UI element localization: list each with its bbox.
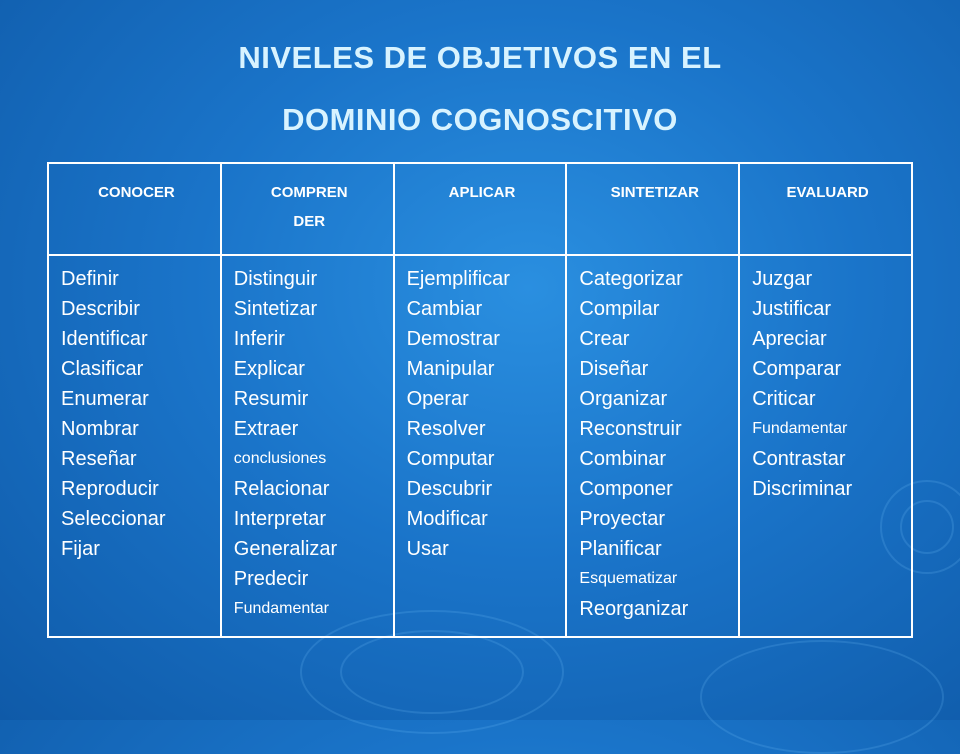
verb-item: Reorganizar [579,598,689,620]
verb-item: Fundamentar [752,420,848,437]
verb-item: Criticar [752,388,816,410]
verb-item: Operar [406,388,469,410]
verb-item: Fijar [61,538,100,560]
verb-item: Cambiar [406,298,483,320]
header-comprender-part: DER [293,213,326,230]
page-title-line-2: DOMINIO COGNOSCITIVO [282,102,678,137]
verb-item: Explicar [233,358,305,380]
ripple-decoration [340,630,524,714]
verb-item: Organizar [579,388,668,410]
column-sintetizar [566,255,739,637]
column-evaluard [739,255,912,637]
verb-item: Reseñar [61,448,137,470]
verb-item: Diseñar [579,358,649,380]
verb-item: Contrastar [752,448,846,470]
verb-item: Extraer [233,418,299,440]
header-comprender [221,163,394,255]
verb-item: Combinar [579,448,667,470]
verb-item: Proyectar [579,508,665,530]
verb-item: Apreciar [752,328,827,350]
verb-item: Enumerar [61,388,149,410]
page-title-line-1: NIVELES DE OBJETIVOS EN EL [238,40,722,75]
verb-item: Esquematizar [579,570,678,587]
verb-item: Resumir [233,388,309,410]
verb-item: Compilar [579,298,660,320]
verb-item: Juzgar [752,268,813,290]
verb-item: Componer [579,478,673,500]
header-aplicar: APLICAR [394,163,567,255]
verb-item: Computar [406,448,495,470]
verb-item: Seleccionar [61,508,166,530]
verb-item: Generalizar [233,538,338,560]
verb-item: Describir [61,298,140,320]
verb-item: Planificar [579,538,662,560]
verb-item: Nombrar [61,418,139,440]
header-row [48,163,912,255]
verbs-row [48,255,912,637]
column-comprender [221,255,394,637]
ripple-decoration [700,640,944,754]
verb-item: Interpretar [233,508,327,530]
verb-item: Categorizar [579,268,683,290]
verb-item: Relacionar [233,478,330,500]
verb-item: Usar [406,538,449,560]
verb-item: Clasificar [61,358,144,380]
verb-item: Manipular [406,358,495,380]
verb-item: Fundamentar [233,600,329,617]
header-sintetizar: SINTETIZAR [566,163,739,255]
verb-item: Identificar [61,328,148,350]
verb-item: Reconstruir [579,418,682,440]
column-conocer [48,255,221,637]
column-aplicar [394,255,567,637]
verb-item: Distinguir [233,268,318,290]
verb-item: Inferir [233,328,285,350]
verb-item: Resolver [406,418,486,440]
verb-item: Reproducir [61,478,159,500]
header-comprender-part: COMPREN [270,184,348,201]
verb-item: Descubrir [406,478,493,500]
verb-item: Sintetizar [233,298,318,320]
verb-item: Predecir [233,568,309,590]
objectives-table [47,162,913,638]
verb-item: Demostrar [406,328,500,350]
verb-item: Justificar [752,298,832,320]
verb-item: Comparar [752,358,842,380]
verb-item: Crear [579,328,630,350]
verb-item: Discriminar [752,478,853,500]
verb-item: conclusiones [233,450,327,467]
header-evaluard: EVALUARD [739,163,912,255]
verb-item: Modificar [406,508,488,530]
verb-item: Definir [61,268,119,290]
header-conocer: CONOCER [48,163,221,255]
verb-item: Ejemplificar [406,268,510,290]
